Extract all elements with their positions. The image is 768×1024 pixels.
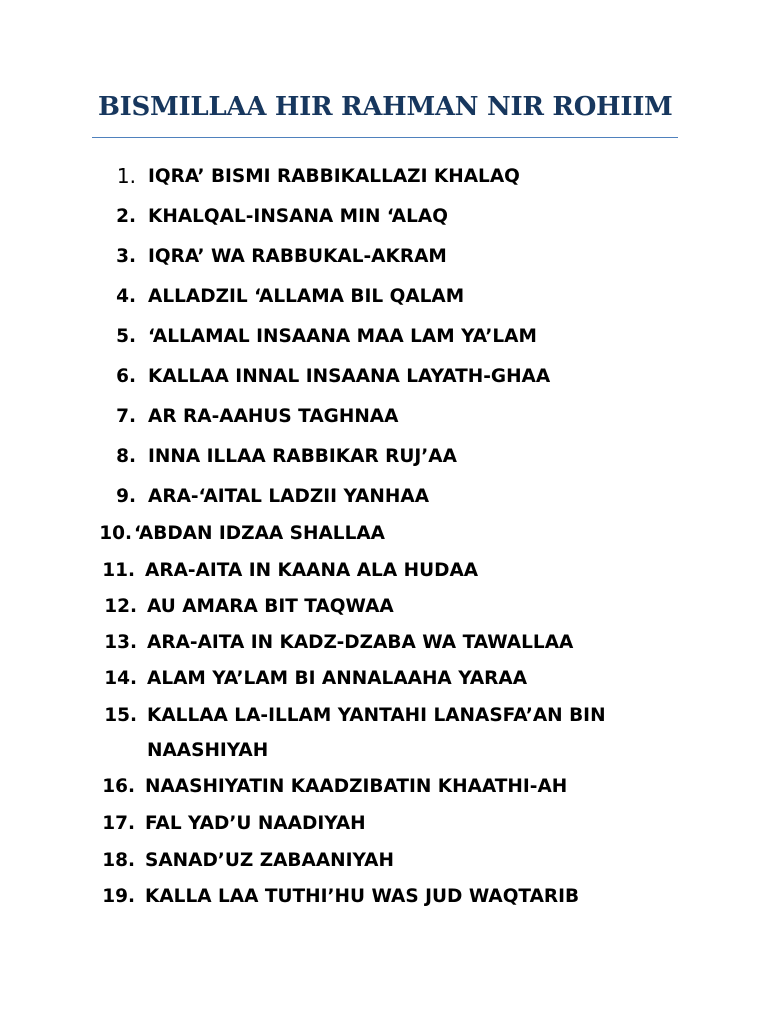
verse-text: KALLAA INNAL INSAANA LAYATH-GHAA [148, 366, 551, 387]
verse-number: 4. [116, 286, 136, 307]
verse-text-continuation: NAASHIYAH [147, 740, 269, 761]
verse-number: 3. [116, 246, 136, 267]
verse-number: 16. [102, 776, 135, 797]
verse-text: ‘ALLAMAL INSAANA MAA LAM YA’LAM [148, 326, 537, 347]
verse-number: 15. [104, 705, 137, 726]
verse-number: 11. [102, 560, 135, 581]
verse-text: KALLA LAA TUTHI’HU WAS JUD WAQTARIB [145, 886, 580, 907]
verse-number: 13. [104, 632, 137, 653]
verse-text: NAASHIYATIN KAADZIBATIN KHAATHI-AH [145, 776, 568, 797]
verse-text: AR RA-AAHUS TAGHNAA [148, 406, 399, 427]
verse-number: 17. [102, 813, 135, 834]
verse-number: 5. [116, 326, 136, 347]
verse-text: ARA-‘AITAL LADZII YANHAA [148, 486, 430, 507]
verse-text: INNA ILLAA RABBIKAR RUJ’AA [148, 446, 457, 467]
verse-text: IQRA’ WA RABBUKAL-AKRAM [148, 246, 447, 267]
verse-number: 10. [99, 523, 132, 544]
verse-number: 1. [116, 164, 136, 188]
verse-number: 12. [104, 596, 137, 617]
verse-text: FAL YAD’U NAADIYAH [145, 813, 366, 834]
verse-number: 19. [102, 886, 135, 907]
verse-text: ALAM YA’LAM BI ANNALAAHA YARAA [147, 668, 528, 689]
verse-text: KALLAA LA-ILLAM YANTAHI LANASFA’AN BIN [147, 705, 606, 726]
verse-number: 18. [102, 850, 135, 871]
verse-text: SANAD’UZ ZABAANIYAH [145, 850, 394, 871]
verse-text: AU AMARA BIT TAQWAA [147, 596, 394, 617]
verse-text: ARA-AITA IN KADZ-DZABA WA TAWALLAA [147, 632, 574, 653]
verse-text: IQRA’ BISMI RABBIKALLAZI KHALAQ [148, 166, 520, 187]
verse-number: 8. [116, 446, 136, 467]
verse-text: ‘ABDAN IDZAA SHALLAA [134, 523, 385, 544]
verse-text: ARA-AITA IN KAANA ALA HUDAA [145, 560, 479, 581]
verse-number: 2. [116, 206, 136, 227]
verse-number: 9. [116, 486, 136, 507]
verse-text: ALLADZIL ‘ALLAMA BIL QALAM [148, 286, 465, 307]
verse-number: 6. [116, 366, 136, 387]
verse-text: KHALQAL-INSANA MIN ‘ALAQ [148, 206, 448, 227]
verse-number: 7. [116, 406, 136, 427]
document-title: BISMILLAA HIR RAHMAN NIR ROHIIM [98, 92, 673, 122]
verse-number: 14. [104, 668, 137, 689]
